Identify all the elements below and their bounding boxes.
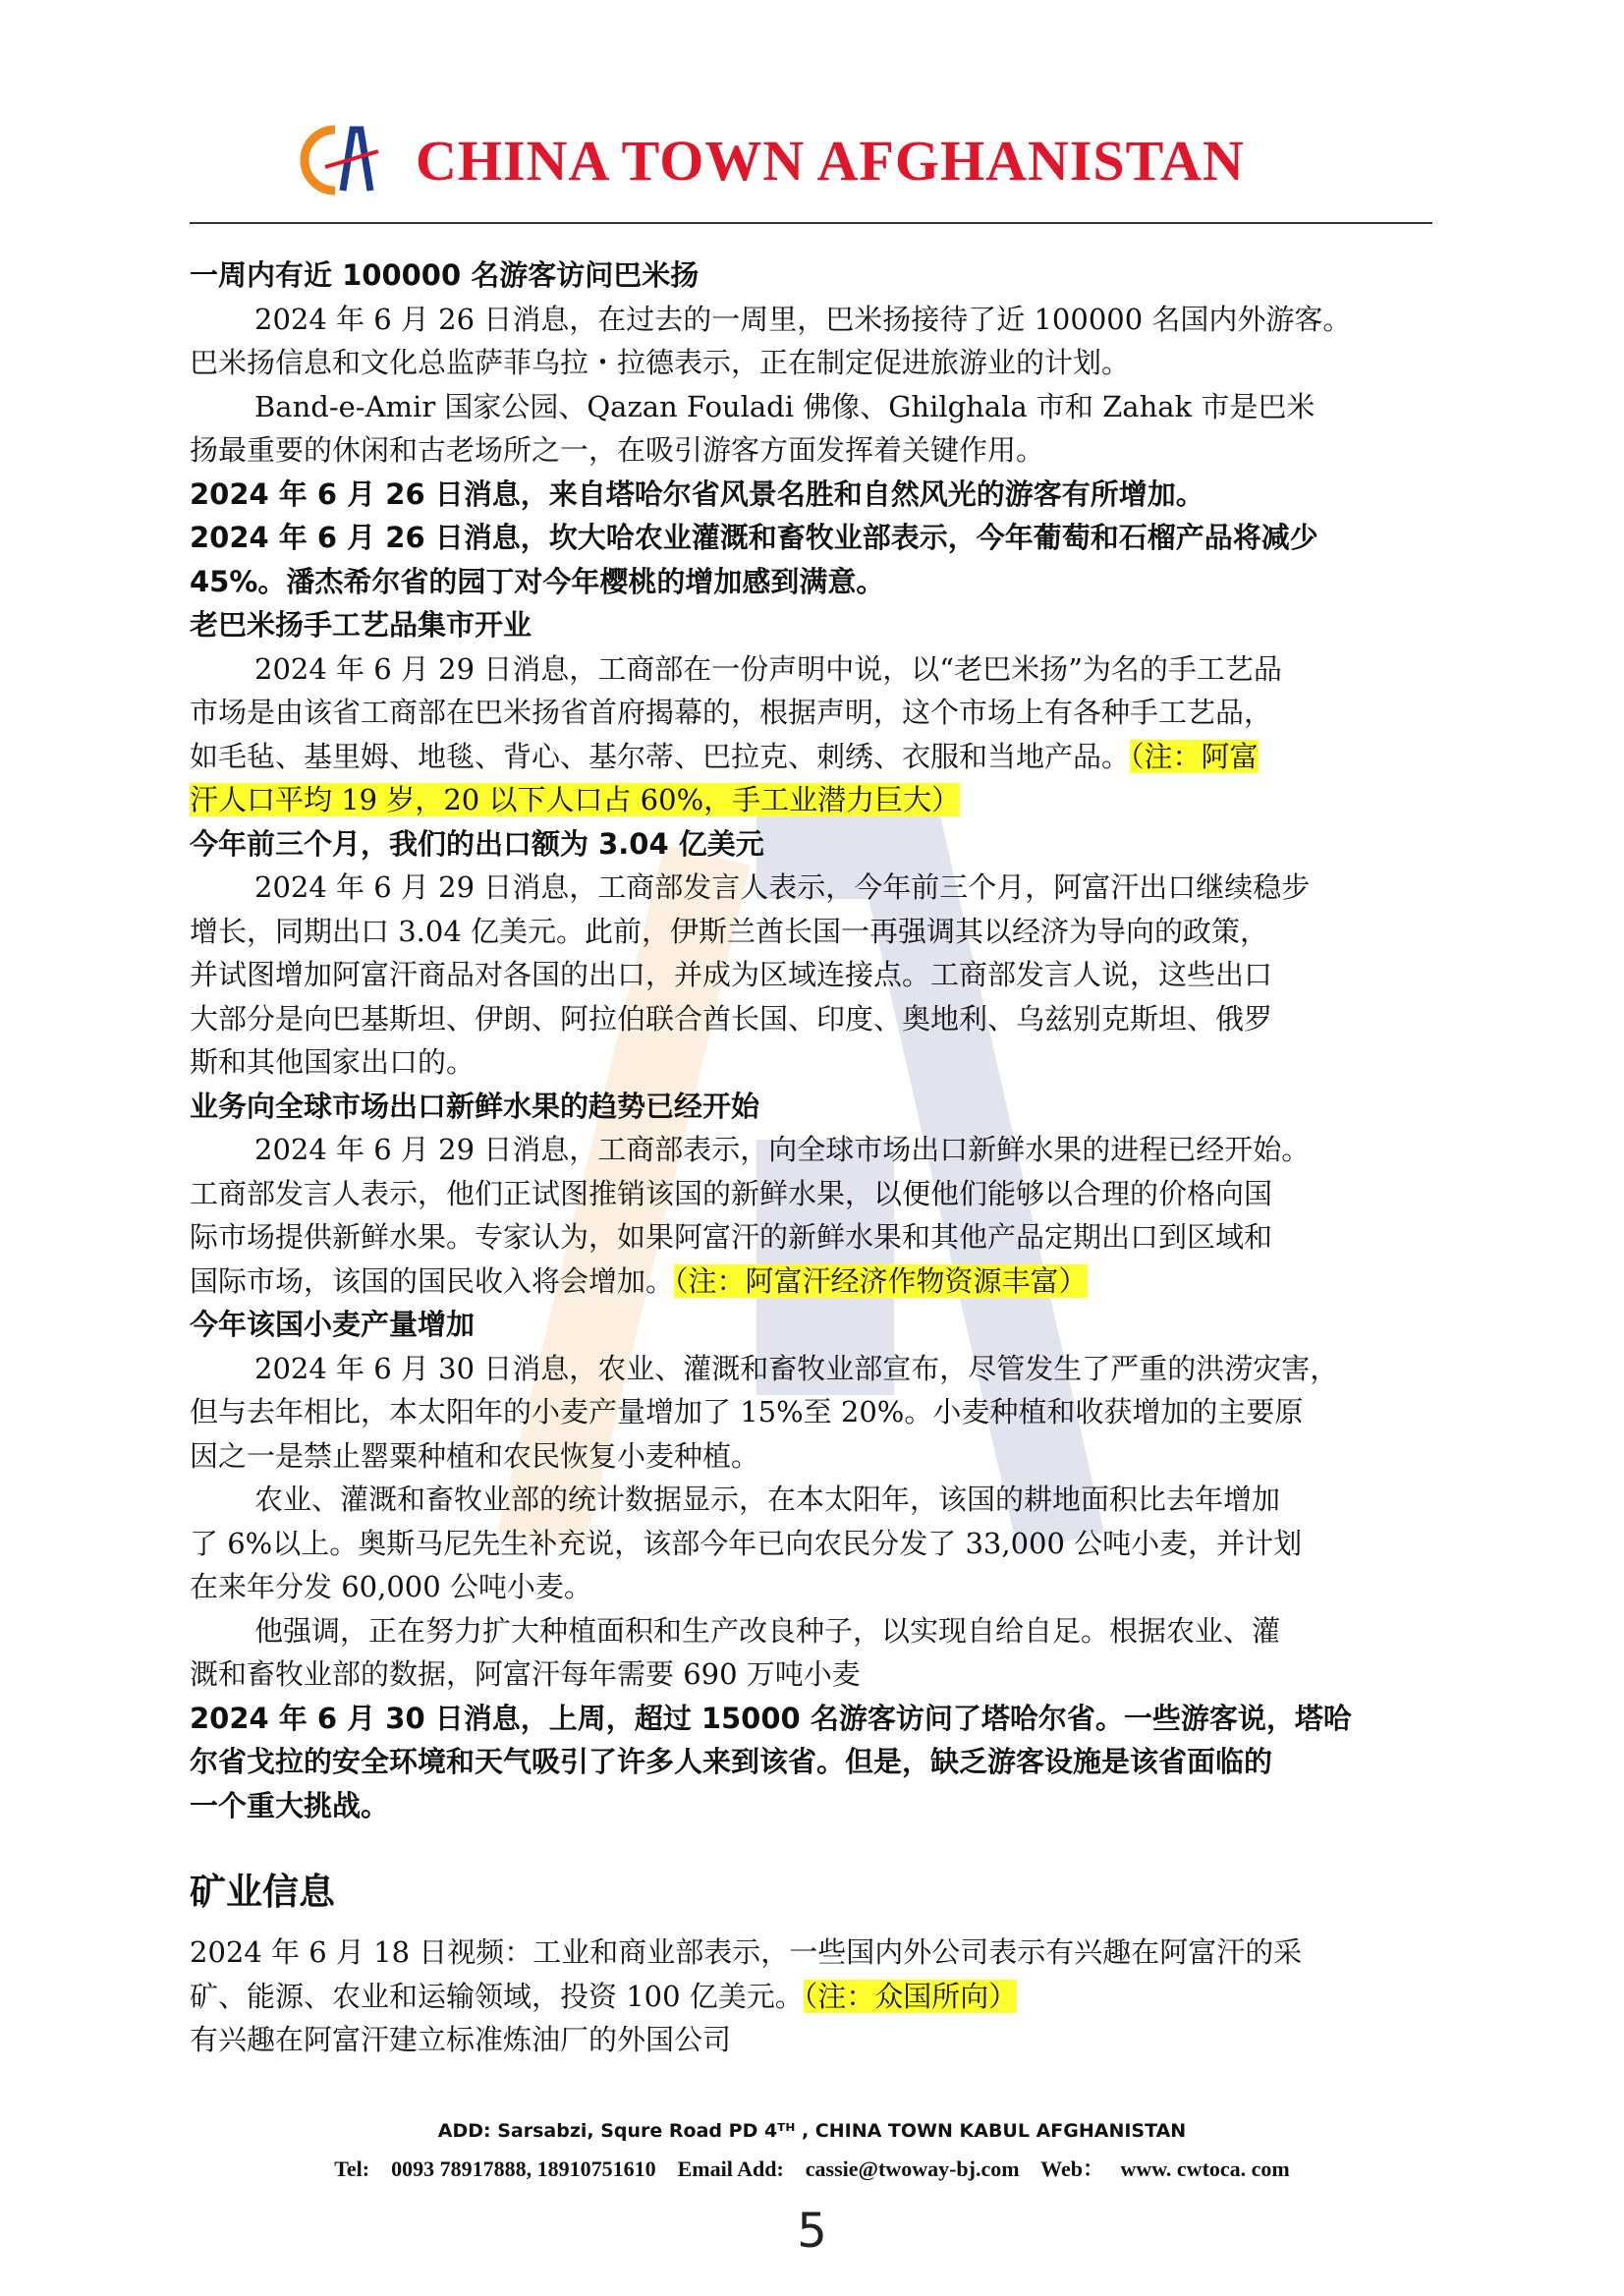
paragraph-line: 了 6%以上。奥斯马尼先生补充说，该部今年已向农民分发了 33,000 公吨小麦，并计划 bbox=[190, 1526, 1303, 1560]
section-heading-mining: 矿业信息 bbox=[190, 1871, 335, 1913]
paragraph-line: 2024 年 6 月 29 日消息，工商部在一份声明中说，以“老巴米扬”为名的手工艺品 bbox=[254, 651, 1282, 686]
paragraph-line: 他强调，正在努力扩大种植面积和生产改良种子，以实现自给自足。根据农业、灌 bbox=[254, 1613, 1281, 1648]
paragraph-line: Band-e-Amir 国家公园、Qazan Fouladi 佛像、Ghilghala 市和 Zahak 市是巴米 bbox=[254, 389, 1316, 423]
paragraph-line: 斯和其他国家出口的。 bbox=[190, 1045, 476, 1079]
paragraph-line bbox=[190, 1975, 1432, 2019]
paragraph-line: 扬最重要的休闲和古老场所之一，在吸引游客方面发挥着关键作用。 bbox=[190, 433, 1045, 467]
news-brief: 45%。潘杰希尔省的园丁对今年樱桃的增加感到满意。 bbox=[190, 564, 885, 598]
paragraph-line: 2024 年 6 月 18 日视频：工业和商业部表示，一些国内外公司表示有兴趣在阿富汗的采 bbox=[190, 1935, 1303, 1969]
news-body bbox=[190, 253, 1432, 1827]
paragraph-line: 增长，同期出口 3.04 亿美元。此前，伊斯兰酋长国一再强调其以经济为导向的政策， bbox=[190, 914, 1269, 948]
paragraph-line: 市场是由该省工商部在巴米扬省首府揭幕的，根据声明，这个市场上有各种手工艺品， bbox=[190, 696, 1273, 729]
paragraph-line: 工商部发言人表示，他们正试图推销该国的新鲜水果，以便他们能够以合理的价格向国 bbox=[190, 1176, 1273, 1210]
footer-contact: Tel: 0093 78917888, 18910751610 Email Add: cassie@twoway-bj.com Web： www. cwtoca. com bbox=[334, 2156, 1290, 2181]
page-header bbox=[190, 110, 1432, 226]
paragraph-line: 际市场提供新鲜水果。专家认为，如果阿富汗的新鲜水果和其他产品定期出口到区域和 bbox=[190, 1220, 1273, 1254]
paragraph-line: 但与去年相比，本太阳年的小麦产量增加了 15%至 20%。小麦种植和收获增加的主要原 bbox=[190, 1395, 1304, 1428]
news-brief: 2024 年 6 月 26 日消息，来自塔哈尔省风景名胜和自然风光的游客有所增加。 bbox=[190, 476, 1204, 511]
mining-body bbox=[190, 1931, 1432, 2062]
paragraph-text: 如毛毡、基里姆、地毯、背心、基尔蒂、巴拉克、刺绣、衣服和当地产品。 bbox=[190, 739, 1131, 773]
paragraph-line bbox=[190, 1260, 1432, 1304]
paragraph-line: 2024 年 6 月 29 日消息，工商部发言人表示，今年前三个月，阿富汗出口继续稳步 bbox=[254, 870, 1311, 904]
paragraph-line: 因之一是禁止罂粟种植和农民恢复小麦种植。 bbox=[190, 1438, 760, 1473]
paragraph-line: 农业、灌溉和畜牧业部的统计数据显示，在本太阳年，该国的耕地面积比去年增加 bbox=[254, 1483, 1281, 1516]
news-brief: 2024 年 6 月 30 日消息，上周，超过 15000 名游客访问了塔哈尔省。一些游客说，塔哈 bbox=[190, 1701, 1352, 1735]
paragraph-text: 国际市场，该国的国民收入将会增加。 bbox=[190, 1263, 675, 1298]
header-divider bbox=[190, 222, 1432, 224]
highlighted-note: （注：阿富汗经济作物资源丰富） bbox=[674, 1263, 1088, 1298]
headline-bamiyan-tourists: 一周内有近 100000 名游客访问巴米扬 bbox=[190, 258, 700, 292]
paragraph-line: 溉和畜牧业部的数据，阿富汗每年需要 690 万吨小麦 bbox=[190, 1657, 861, 1691]
paragraph-line: 并试图增加阿富汗商品对各国的出口，并成为区域连接点。工商部发言人说，这些出口 bbox=[190, 958, 1273, 991]
news-brief: 一个重大挑战。 bbox=[190, 1788, 390, 1822]
paragraph-line: 2024 年 6 月 29 日消息，工商部表示，向全球市场出口新鲜水果的进程已经开始。 bbox=[254, 1133, 1311, 1166]
highlighted-note: （注：阿富 bbox=[1130, 739, 1259, 773]
headline-wheat-production: 今年该国小麦产量增加 bbox=[190, 1308, 476, 1341]
china-town-logo-icon bbox=[296, 122, 380, 198]
paragraph-line: 巴米扬信息和文化总监萨菲乌拉・拉德表示，正在制定促进旅游业的计划。 bbox=[190, 346, 1131, 379]
news-brief: 2024 年 6 月 26 日消息，坎大哈农业灌溉和畜牧业部表示，今年葡萄和石榴产品将减少 bbox=[190, 521, 1318, 554]
paragraph-line: 2024 年 6 月 30 日消息，农业、灌溉和畜牧业部宣布，尽管发生了严重的洪涝灾害， bbox=[254, 1351, 1339, 1385]
paragraph-line: 在来年分发 60,000 公吨小麦。 bbox=[190, 1570, 592, 1603]
headline-fruit-exports: 业务向全球市场出口新鲜水果的趋势已经开始 bbox=[190, 1089, 760, 1123]
highlighted-note: 汗人口平均 19 岁，20 以下人口占 60%，手工业潜力巨大） bbox=[190, 783, 961, 816]
paragraph-text: 矿、能源、农业和运输领域，投资 100 亿美元。 bbox=[190, 1979, 804, 2013]
paragraph-line: 2024 年 6 月 26 日消息，在过去的一周里，巴米扬接待了近 100000 名国内外游客。 bbox=[254, 302, 1352, 336]
paragraph-line: 大部分是向巴基斯坦、伊朗、阿拉伯联合酋长国、印度、奥地利、乌兹别克斯坦、俄罗 bbox=[190, 1001, 1273, 1036]
headline-handicraft-market: 老巴米扬手工艺品集市开业 bbox=[190, 608, 532, 642]
headline-exports: 今年前三个月，我们的出口额为 3.04 亿美元 bbox=[190, 826, 764, 861]
page-number: 5 bbox=[797, 2204, 827, 2259]
news-brief: 尔省戈拉的安全环境和天气吸引了许多人来到该省。但是，缺乏游客设施是该省面临的 bbox=[190, 1745, 1273, 1778]
paragraph-line bbox=[190, 778, 1432, 822]
footer-address: ADD: Sarsabzi, Squre Road PD 4ᵀᴴ , CHINA TOWN KABUL AFGHANISTAN bbox=[437, 2120, 1187, 2142]
brand-title: CHINA TOWN AFGHANISTAN bbox=[416, 129, 1245, 193]
paragraph-line: 有兴趣在阿富汗建立标准炼油厂的外国公司 bbox=[190, 2023, 732, 2056]
highlighted-note: （注：众国所向） bbox=[803, 1979, 1018, 2013]
paragraph-line bbox=[190, 735, 1432, 779]
